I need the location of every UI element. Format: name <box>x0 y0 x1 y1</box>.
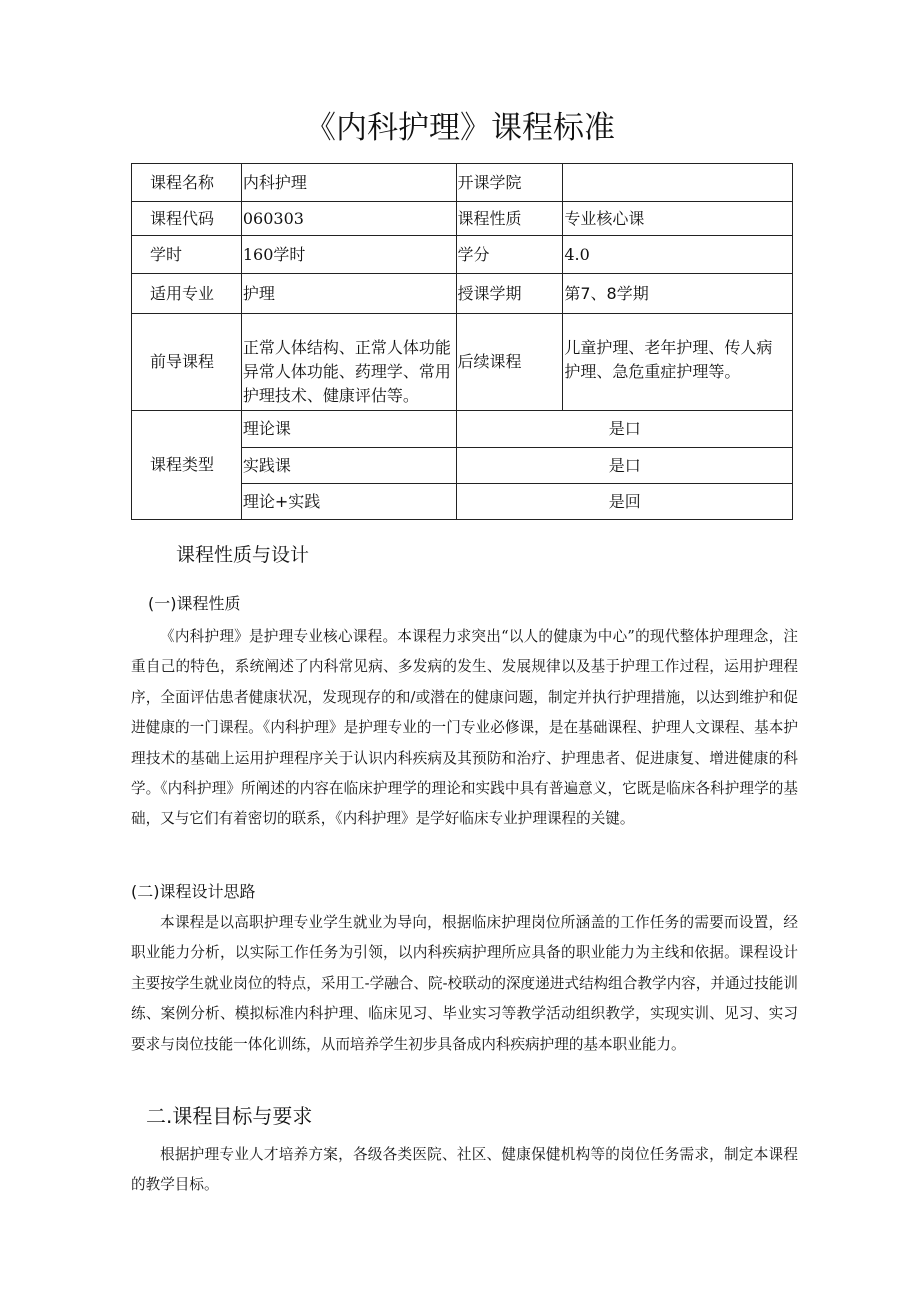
course-nature-value: 专业核心课 <box>563 202 793 236</box>
followup-label: 后续课程 <box>456 314 563 411</box>
followup-value <box>563 314 793 411</box>
course-name-value: 内科护理 <box>241 164 456 202</box>
hours-label: 学时 <box>132 236 242 274</box>
course-code-value: 060303 <box>241 202 456 236</box>
course-design-paragraph: 本课程是以高职护理专业学生就业为导向，根据临床护理岗位所涵盖的工作任务的需要而设置，经职业能力分析，以实际工作任务为引领，以内科疾病护理所应具备的职业能力为主线和依据。课程设计主要按学生就业岗位的特点，采用工-学融合、院-校联动的深度递进式结构组合教学内容，并通过技能训练、案例分析、模拟标准内科护理、临床见习、毕业实习等教学活动组织教学，实现实训、见习、实习要求与岗位技能一体化训练，从而培养学生初步具备成内科疾病护理的基本职业能力。 <box>131 914 798 1053</box>
hours-value: 160学时 <box>241 236 456 274</box>
college-value <box>563 164 793 202</box>
major-value: 护理 <box>241 274 456 314</box>
type-name-practice: 实践课 <box>241 448 456 484</box>
type-value-practice: 是口 <box>456 448 792 484</box>
course-code-label: 课程代码 <box>132 202 242 236</box>
prereq-label: 前导课程 <box>132 314 242 411</box>
term-value: 第7、8学期 <box>563 274 793 314</box>
page-title: 《内科护理》课程标准 <box>305 110 615 146</box>
term-label: 授课学期 <box>456 274 563 314</box>
prereq-line: 正常人体结构、正常人体功能 <box>242 338 451 357</box>
type-value-mixed: 是回 <box>456 484 792 520</box>
course-type-label: 课程类型 <box>132 411 242 520</box>
section2-paragraph: 根据护理专业人才培养方案，各级各类医院、社区、健康保健机构等的岗位任务需求，制定本课程的教学目标。 <box>131 1146 798 1194</box>
subsection2-heading: (二)课程设计思路 <box>131 882 256 901</box>
credit-label: 学分 <box>456 236 563 274</box>
section1-heading: 课程性质与设计 <box>176 544 310 566</box>
type-name-theory: 理论课 <box>241 411 456 448</box>
course-info-table <box>131 163 793 520</box>
course-nature-label: 课程性质 <box>456 202 563 236</box>
followup-line: 护理、急危重症护理等。 <box>564 362 741 381</box>
prereq-line: 异常人体功能、药理学、常用 <box>242 362 451 381</box>
type-name-mixed: 理论+实践 <box>241 484 456 520</box>
followup-line: 儿童护理、老年护理、传人病 <box>564 338 773 357</box>
prereq-line: 护理技术、健康评估等。 <box>242 386 419 405</box>
credit-value: 4.0 <box>563 236 793 274</box>
type-value-theory: 是口 <box>456 411 792 448</box>
prereq-value <box>241 314 456 411</box>
section2-heading: 二.课程目标与要求 <box>146 1104 313 1128</box>
major-label: 适用专业 <box>132 274 242 314</box>
college-label: 开课学院 <box>456 164 563 202</box>
course-name-label: 课程名称 <box>132 164 242 202</box>
course-nature-paragraph: 《内科护理》是护理专业核心课程。本课程力求突出“以人的健康为中心”的现代整体护理理念，注重自己的特色，系统阐述了内科常见病、多发病的发生、发展规律以及基于护理工作过程，运用护理程序，全面评估患者健康状况，发现现存的和/或潜在的健康问题，制定并执行护理措施，以达到维护和促进健康的一门课程。《内科护理》是护理专业的一门专业必修课，是在基础课程、护理人文课程、基本护理技术的基础上运用护理程序关于认识内科疾病及其预防和治疗、护理患者、促进康复、增进健康的科学。《内科护理》所阐述的内容在临床护理学的理论和实践中具有普遍意义，它既是临床各科护理学的基础，又与它们有着密切的联系，《内科护理》是学好临床专业护理课程的关键。 <box>131 628 798 828</box>
subsection1-heading: (一)课程性质 <box>148 594 241 613</box>
